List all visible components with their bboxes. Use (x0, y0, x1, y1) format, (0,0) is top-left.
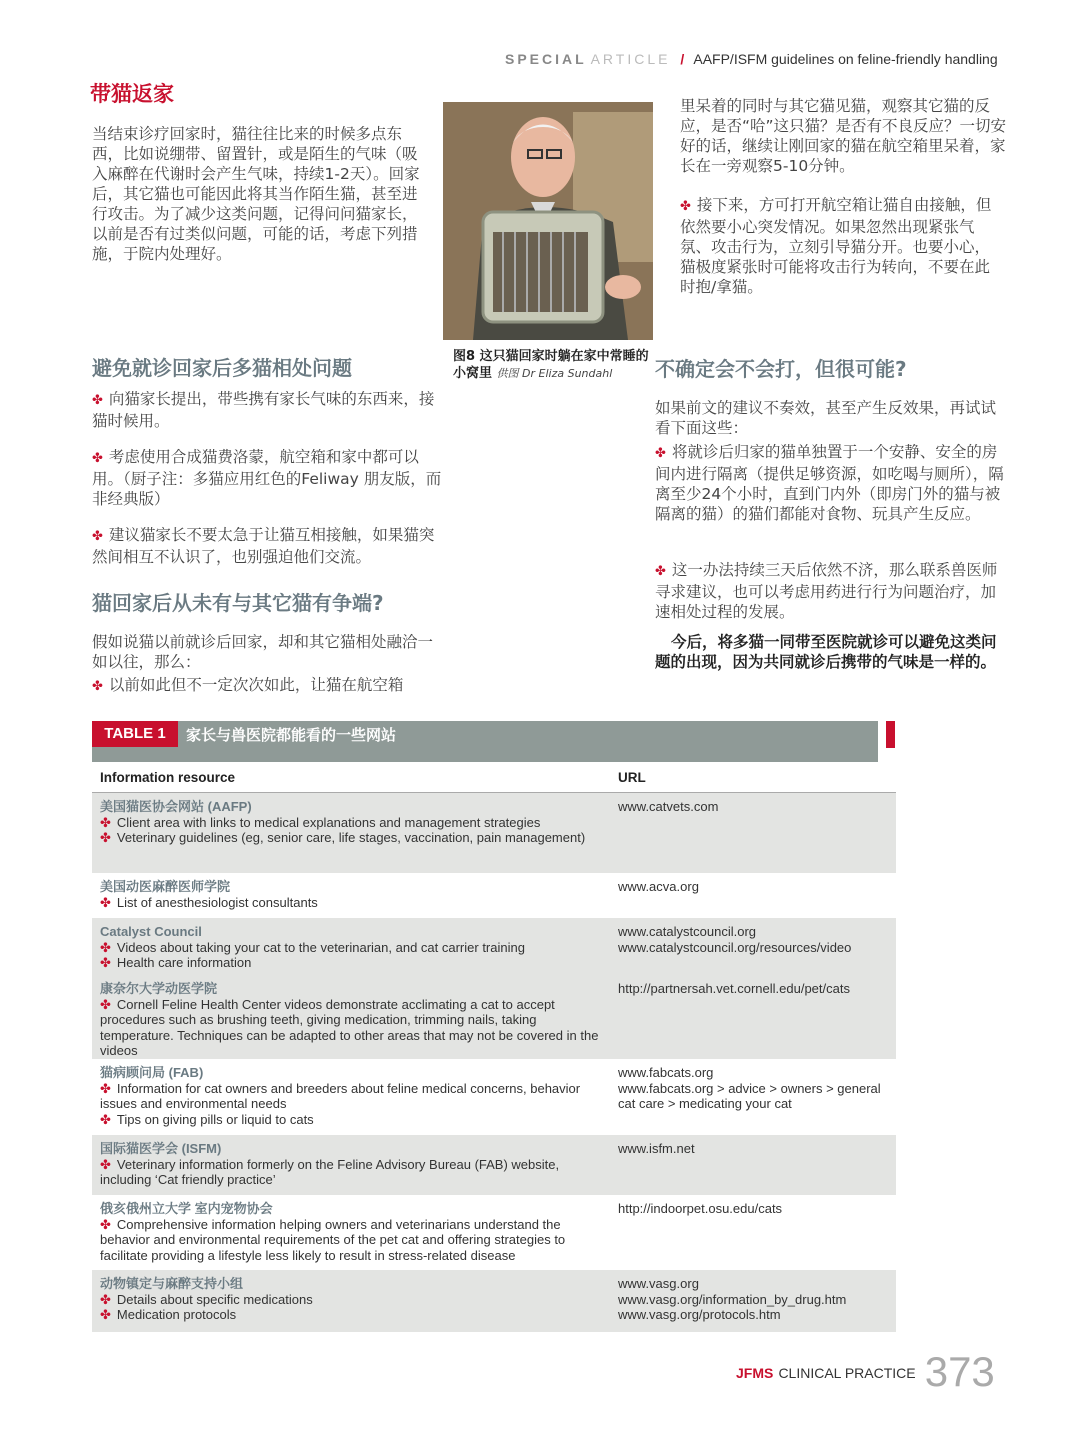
url-cell (618, 981, 894, 997)
header-slash: / (680, 51, 685, 67)
resource-item: ✤ Cornell Feline Health Center videos demonstrate acclimating a cat to accept procedures such as brushing teeth, giving medication, trimming nails, taking temperature. Techniques can be adapted to other areas that may not be covered in the videos (100, 996, 599, 1058)
url-cell (618, 879, 894, 895)
bullet-icon: ✤ (92, 451, 103, 466)
column-header-url: URL (618, 770, 646, 785)
url-cell (618, 1201, 894, 1217)
resource-item: ✤ Tips on giving pills or liquid to cats (100, 1111, 314, 1127)
resource-cell (100, 1141, 600, 1188)
header-special: SPECIAL (505, 51, 587, 67)
resource-item: ✤ Veterinary guidelines (eg, senior care, life stages, vaccination, pain management) (100, 830, 586, 845)
page-number: 373 (924, 1348, 995, 1395)
resource-item: ✤ Veterinary information formerly on the Feline Advisory Bureau (FAB) website, including ‘Cat friendly practice’ (100, 1156, 560, 1187)
bullet-item: ✤ 将就诊后归家的猫单独置于一个安静、安全的房间内进行隔离（提供足够资源，如吃喝与厕所），隔离至少24个小时，直到门内外（即房门外的猫与被隔离的猫）的猫们都能对食物、玩具产生反应。 (655, 443, 1004, 523)
table-row (92, 918, 896, 975)
header-article: ARTICLE (590, 51, 671, 67)
bullet-item: ✤ 这一办法持续三天后依然不济，那么联系兽医师寻求建议，也可以考虑用药进行行为问题治疗，加速相处过程的发展。 (655, 561, 998, 621)
url-cell (618, 1276, 894, 1323)
url-cell (618, 1065, 894, 1112)
resource-cell (100, 1276, 600, 1323)
closing-note: 今后，将多猫一同带至医院就诊可以避免这类问题的出现，因为共同就诊后携带的气味是一样的。 (655, 633, 997, 671)
bullet-icon: ✤ (100, 1156, 111, 1172)
resource-item: ✤ Client area with links to medical explanations and management strategies (100, 814, 541, 830)
org-name: 俄亥俄州立大学 室内宠物协会 (100, 1201, 273, 1216)
footer-label: CLINICAL PRACTICE (778, 1365, 916, 1381)
org-name: 猫病顾问局 (FAB) (100, 1065, 204, 1080)
section-body-no-conflict: 假如说猫以前就诊后回家，却和其它猫相处融洽一如以往，那么： (92, 633, 434, 671)
url-link[interactable]: www.isfm.net (618, 1141, 695, 1156)
org-name: Catalyst Council (100, 924, 202, 939)
url-cell (618, 924, 894, 955)
url-link[interactable]: www.vasg.org/protocols.htm (618, 1307, 781, 1322)
url-link[interactable]: www.fabcats.org (618, 1065, 714, 1080)
table-title: 家长与兽医院都能看的一些网站 (186, 726, 397, 744)
continued-text: 里呆着的同时与其它猫见猫，观察其它猫的反应，是否“哈”这只猫？是否有不良反应？一切安好的话，继续让刚回家的猫在航空箱里呆着，家长在一旁观察5-10分钟。 (680, 97, 1007, 175)
bullet-icon: ✤ (100, 1291, 111, 1307)
table-row (92, 975, 896, 1059)
url-link[interactable]: http://indoorpet.osu.edu/cats (618, 1201, 783, 1216)
org-name: 国际猫医学会 (ISFM) (100, 1141, 222, 1156)
resource-cell (100, 981, 600, 1059)
table-row (92, 793, 896, 873)
url-link[interactable]: http://partnersah.vet.cornell.edu/pet/cats (618, 981, 850, 996)
section-title-no-conflict: 猫回家后从未有与其它猫有争端? (92, 591, 384, 615)
bullet-icon: ✤ (680, 199, 691, 214)
url-link[interactable]: www.catvets.com (618, 799, 719, 814)
header-topic: AAFP/ISFM guidelines on feline-friendly handling (693, 51, 998, 67)
page-footer (736, 1348, 995, 1396)
photo-caption: 图8 这只猫回家时躺在家中常睡的小窝里 供图 Dr Eliza Sundahl (453, 349, 649, 381)
table-header-row (92, 762, 896, 793)
url-link[interactable]: www.vasg.org/information_by_drug.htm (618, 1291, 847, 1307)
bullet-icon: ✤ (100, 894, 111, 910)
bullet-icon: ✤ (655, 564, 666, 579)
resource-item: ✤ Videos about taking your cat to the veterinarian, and cat carrier training (100, 939, 525, 955)
section-body-bring-cat-home: 当结束诊疗回家时，猫往往比来的时候多点东西，比如说绷带、留置针，或是陌生的气味（吸入麻醉在代谢时会产生气味，持续1-2天）。回家后，其它猫也可能因此将其当作陌生猫，甚至进行攻击。为了减少这类问题，记得问问猫家长，以前是否有过类似问题，可能的话，考虑下列措施，于院内处理好。 (92, 125, 420, 263)
section-body-may-fight: 如果前文的建议不奏效，甚至产生反效果，再试试看下面这些： (655, 399, 997, 437)
url-link[interactable]: www.catalystcouncil.org (618, 924, 756, 939)
resource-cell (100, 1201, 600, 1263)
bullet-icon: ✤ (655, 446, 666, 461)
bullet-icon: ✤ (92, 393, 103, 408)
bullet-icon: ✤ (100, 1216, 111, 1232)
resource-cell (100, 799, 600, 846)
table-row (92, 1135, 896, 1195)
org-name: 动物镇定与麻醉支持小组 (100, 1276, 244, 1291)
bullet-item: ✤ 接下来，方可打开航空箱让猫自由接触，但依然要小心突发情况。如果忽然出现紧张气氛、攻击行为，立刻引导猫分开。也要小心，猫极度紧张时可能将攻击行为转向，不要在此时抱/拿猫。 (680, 196, 992, 296)
bullet-icon: ✤ (100, 830, 111, 845)
footer-brand: JFMS (736, 1365, 774, 1381)
photo-illustration (443, 102, 653, 340)
bullet-icon: ✤ (92, 529, 103, 544)
bullet-item: ✤ 向猫家长提出，带些携有家长气味的东西来，接猫时候用。 (92, 390, 435, 430)
org-name: 美国猫医协会网站 (AAFP) (100, 799, 252, 814)
photo-credit: 供图 Dr Eliza Sundahl (496, 367, 613, 380)
resource-cell (100, 879, 600, 910)
table-row (92, 1059, 896, 1135)
bullet-icon: ✤ (100, 1307, 111, 1322)
table-red-marker (886, 721, 895, 748)
resource-item: ✤ Health care information (100, 955, 252, 970)
bullet-icon: ✤ (100, 996, 111, 1012)
table-row (92, 1195, 896, 1270)
resource-item: ✤ Information for cat owners and breeders about feline medical concerns, behavior issues and environmental needs (100, 1080, 581, 1111)
bullet-icon: ✤ (100, 1080, 111, 1096)
column-header-resource: Information resource (100, 770, 236, 785)
url-link[interactable]: www.catalystcouncil.org/resources/video (618, 939, 852, 955)
resource-item: ✤ Comprehensive information helping owners and veterinarians understand the behavior and environmental requirements of the pet cat and offering strategies to facilitate providing a lifestyle less likely to result in stress-related disease (100, 1216, 566, 1263)
section-title-avoid-multicat: 避免就诊回家后多猫相处问题 (92, 356, 352, 380)
org-name: 康奈尔大学动医学院 (100, 981, 218, 996)
resource-cell (100, 1065, 600, 1127)
cat-carrier-photo (443, 102, 653, 340)
bullet-icon: ✤ (100, 939, 111, 955)
bullet-icon: ✤ (100, 1111, 111, 1127)
bullet-icon: ✤ (100, 814, 111, 830)
bullet-icon: ✤ (100, 955, 111, 970)
resource-item: ✤ List of anesthesiologist consultants (100, 894, 318, 910)
table-tag: TABLE 1 (92, 721, 178, 747)
table-row (92, 1270, 896, 1332)
org-name: 美国动医麻醉医师学院 (100, 879, 231, 894)
running-header (505, 51, 998, 67)
bullet-item: ✤ 以前如此但不一定次次如此，让猫在航空箱 (92, 676, 404, 694)
table-row (92, 873, 896, 918)
url-link[interactable]: www.fabcats.org > advice > owners > general cat care > medicating your cat (618, 1080, 881, 1111)
url-cell (618, 799, 894, 815)
bullet-item: ✤ 考虑使用合成猫费洛蒙，航空箱和家中都可以用。（厨子注：多猫应用红色的Feliway 朋友版，而非经典版） (92, 448, 442, 508)
url-link[interactable]: www.vasg.org (618, 1276, 699, 1291)
resource-cell (100, 924, 600, 971)
section-title-may-fight: 不确定会不会打，但很可能? (655, 357, 907, 381)
bullet-icon: ✤ (92, 679, 103, 694)
section-title-bring-cat-home: 带猫返家 (90, 82, 174, 106)
bullet-item: ✤ 建议猫家长不要太急于让猫互相接触，如果猫突然间相互不认识了，也别强迫他们交流。 (92, 526, 435, 566)
resource-table (92, 762, 896, 1332)
url-link[interactable]: www.acva.org (618, 879, 699, 894)
resource-item: ✤ Medication protocols (100, 1307, 237, 1322)
resource-item: ✤ Details about specific medications (100, 1291, 313, 1307)
url-cell (618, 1141, 894, 1157)
